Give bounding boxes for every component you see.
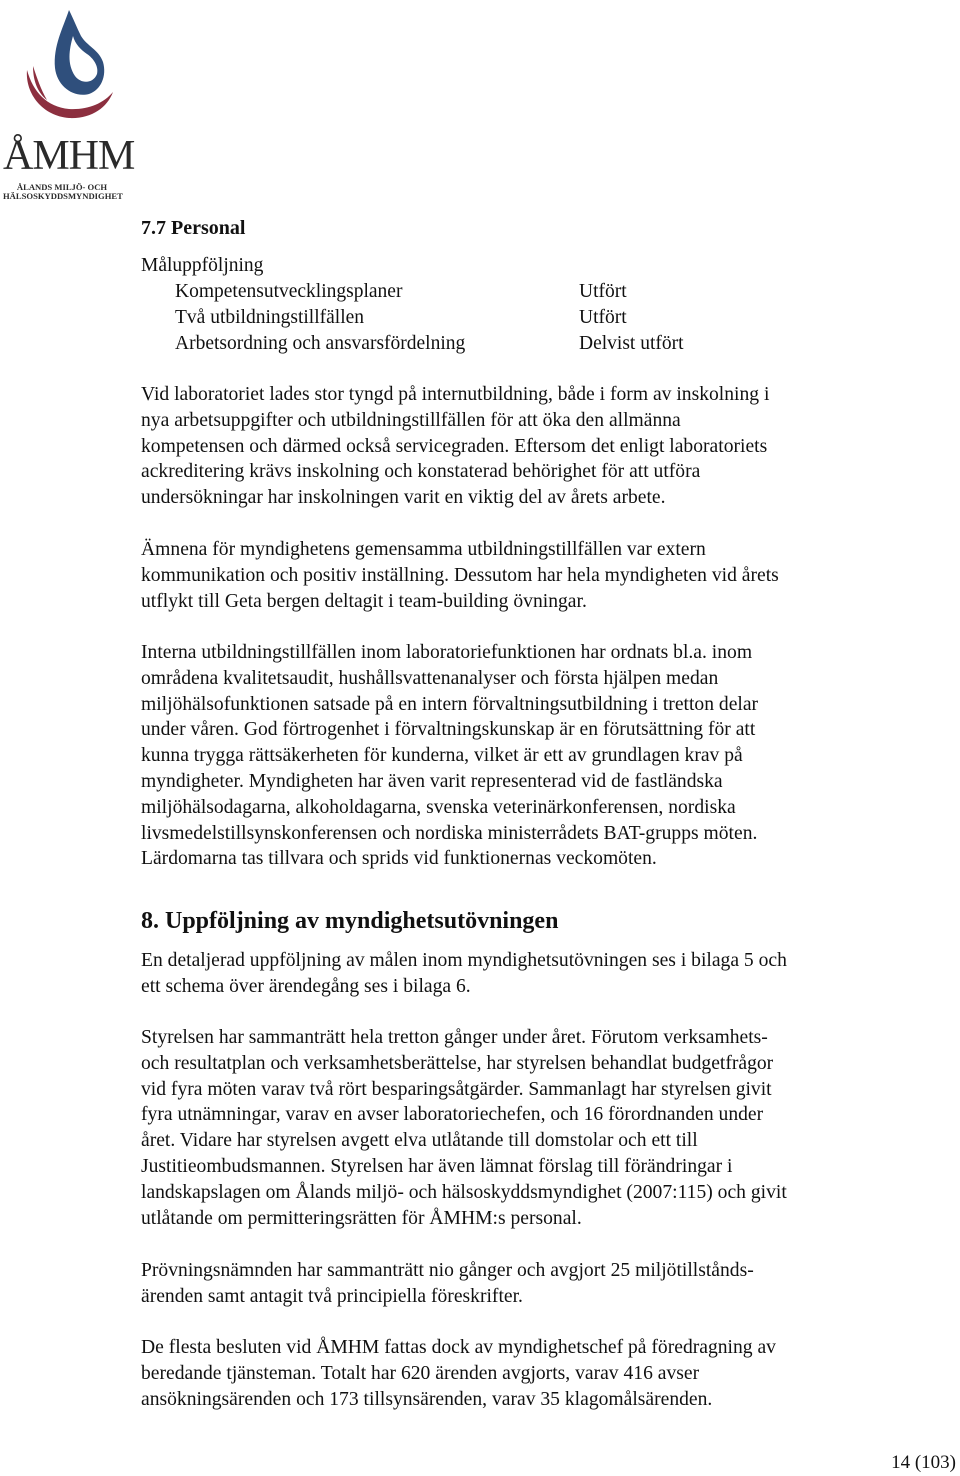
goals-title: Måluppföljning <box>141 255 264 276</box>
text-line: De flesta besluten vid ÅMHM fattas dock av myndighetschef på föredragning av <box>141 1337 776 1358</box>
goals-table <box>175 279 684 356</box>
paragraph <box>141 1335 891 1412</box>
organization-logo <box>3 6 135 201</box>
text-line: utflykt till Geta bergen deltagit i team-building övningar. <box>141 590 587 612</box>
goal-status: Utfört <box>579 281 627 302</box>
text-line: och resultatplan och verksamhetsberättelse, har styrelsen behandlat budgetfrågor <box>141 1052 774 1074</box>
text-line: ett schema över ärendegång ses i bilaga 6. <box>141 975 471 997</box>
text-line: under våren. God förtrogenhet i förvaltningskunskap är en förutsättning för att <box>141 719 756 741</box>
text-line: Justitieombudsmannen. Styrelsen har även lämnat förslag till förändringar i <box>141 1155 733 1177</box>
text-line: nya arbetsuppgifter och utbildningstillfällen för att öka den allmänna <box>141 409 681 431</box>
text-line: ackreditering krävs inskolning och konstaterad behörighet för att utföra <box>141 461 701 483</box>
text-line: områdena kvalitetsaudit, hushållsvattenanalyser och första hjälpen medan <box>141 667 719 689</box>
text-line: Prövningsnämnden har sammanträtt nio gånger och avgjort 25 miljötillstånds- <box>141 1260 754 1281</box>
logo-subtitle-line1: ÅLANDS MILJÖ- OCH <box>16 182 108 192</box>
goal-name: Arbetsordning och ansvarsfördelning <box>175 332 466 354</box>
text-line: fyra utnämningar, varav en avser laboratoriechefen, och 16 förordnanden under <box>141 1104 764 1126</box>
text-line: ärenden samt antagit två principiella föreskrifter. <box>141 1285 523 1307</box>
text-line: ansökningsärenden och 173 tillsynsärenden, varav 35 klagomålsärenden. <box>141 1388 713 1410</box>
text-line: Ämnena för myndighetens gemensamma utbildningstillfällen var extern <box>141 539 706 560</box>
paragraph <box>141 640 891 872</box>
paragraph <box>141 537 891 614</box>
text-line: myndigheter. Myndigheten har även varit representerad vid de fastländska <box>141 770 723 792</box>
text-line: vid fyra möten varav två rört besparingsåtgärder. Sammanlagt har styrelsen givit <box>141 1078 772 1100</box>
logo-wordmark: ÅMHM <box>3 133 135 179</box>
flame-emblem-icon <box>3 6 121 141</box>
text-line: Styrelsen har sammanträtt hela tretton gånger under året. Förutom verksamhets- <box>141 1027 768 1048</box>
text-line: Lärdomarna tas tillvara och sprids vid funktionernas veckomöten. <box>141 848 657 870</box>
text-line: miljöhälsodagarna, alkoholdagarna, svenska veterinärkonferensen, nordiska <box>141 796 736 818</box>
text-line: kompetensen och därmed också servicegraden. Eftersom det enligt laboratoriets <box>141 435 768 457</box>
text-line: utlåtande om permitteringsrätten för ÅMHM:s personal. <box>141 1207 582 1229</box>
paragraph <box>141 1025 891 1231</box>
goal-status: Delvist utfört <box>579 332 684 354</box>
text-line: En detaljerad uppföljning av målen inom myndighetsutövningen ses i bilaga 5 och <box>141 950 787 971</box>
text-line: året. Vidare har styrelsen avgett elva utlåtande till domstolar och ett till <box>141 1130 698 1152</box>
text-line: Vid laboratoriet lades stor tyngd på internutbildning, både i form av inskolning i <box>141 384 770 405</box>
text-line: undersökningar har inskolningen varit en viktig del av årets arbete. <box>141 487 666 509</box>
goal-row <box>175 305 684 331</box>
text-line: kunna trygga rättsäkerheten för kunderna, vilket är ett av grundlagen krav på <box>141 745 743 767</box>
goal-status: Utfört <box>579 306 627 328</box>
text-line: landskapslagen om Ålands miljö- och hälsoskyddsmyndighet (2007:115) och givit <box>141 1181 787 1203</box>
text-line: Interna utbildningstillfällen inom laboratoriefunktionen har ordnats bl.a. inom <box>141 642 753 663</box>
paragraph <box>141 382 891 511</box>
paragraph <box>141 948 891 1000</box>
text-line: livsmedelstillsynskonferensen och nordiska ministerrådets BAT-grupps möten. <box>141 822 758 844</box>
text-line: beredande tjänsteman. Totalt har 620 ärenden avgjorts, varav 416 avser <box>141 1362 700 1384</box>
goal-row <box>175 279 684 305</box>
goal-row <box>175 331 684 357</box>
paragraph <box>141 1258 891 1310</box>
text-line: miljöhälsofunktionen satsade på en intern förvaltningsutbildning i tretton delar <box>141 693 759 715</box>
section-heading: 7.7 Personal <box>141 217 246 239</box>
goal-name: Kompetensutvecklingsplaner <box>175 281 403 302</box>
page-number: 14 (103) <box>891 1452 956 1473</box>
logo-subtitle-line2: HÄLSOSKYDDSMYNDIGHET <box>3 191 123 201</box>
goal-name: Två utbildningstillfällen <box>175 306 365 328</box>
chapter-heading: 8. Uppföljning av myndighetsutövningen <box>141 908 559 934</box>
text-line: kommunikation och positiv inställning. Dessutom har hela myndigheten vid årets <box>141 564 779 586</box>
